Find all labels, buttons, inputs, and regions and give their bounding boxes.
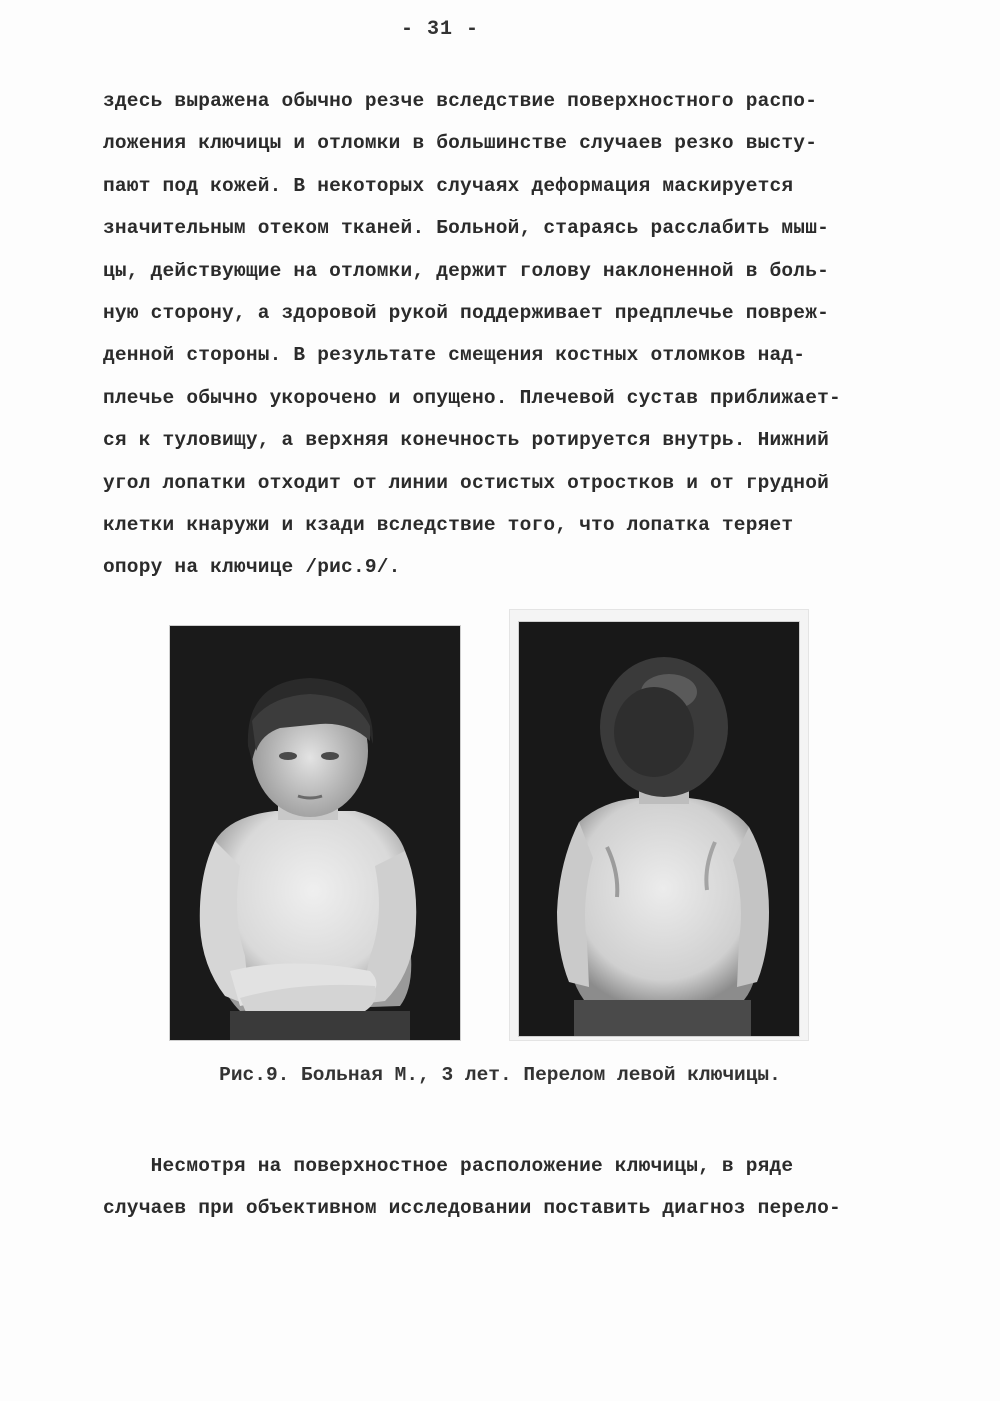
text-line: случаев при объективном исследовании поставить диагноз перело- (103, 1197, 841, 1220)
text-line: угол лопатки отходит от линии остистых отростков и от грудной (103, 471, 830, 494)
figure-caption: Рис.9. Больная М., 3 лет. Перелом левой ключицы. (219, 1064, 781, 1086)
text-line: здесь выражена обычно резче вследствие поверхностного распо- (103, 90, 818, 112)
photo-back-view (519, 622, 799, 1036)
page-number: - 31 - (400, 18, 479, 41)
text-line: ложения ключицы и отломки в большинстве случаев резко высту- (103, 132, 818, 155)
text-line: денной стороны. В результате смещения костных отломков над- (103, 344, 806, 367)
text-line: опору на ключице /рис.9/. (103, 556, 401, 579)
text-line: значительным отеком тканей. Больной, стараясь расслабить мыш- (103, 217, 830, 240)
text-line: плечье обычно укорочено и опущено. Плечевой сустав приближает- (103, 386, 841, 409)
text-line: Несмотря на поверхностное расположение ключицы, в ряде (103, 1155, 794, 1177)
text-line: ную сторону, а здоровой рукой поддерживает предплечье повреж- (103, 301, 830, 324)
figure-9 (0, 610, 1000, 1050)
text-line: цы, действующие на отломки, держит голову наклоненной в боль- (103, 259, 830, 282)
photo-front-view (170, 626, 460, 1040)
text-line: клетки кнаружи и кзади вследствие того, что лопатка теряет (103, 513, 794, 536)
paragraph-top (103, 80, 903, 589)
text-line: пают под кожей. В некоторых случаях деформация маскируется (103, 174, 794, 197)
paragraph-bottom (103, 1145, 923, 1230)
text-line: ся к туловищу, а верхняя конечность ротируется внутрь. Нижний (103, 429, 830, 452)
